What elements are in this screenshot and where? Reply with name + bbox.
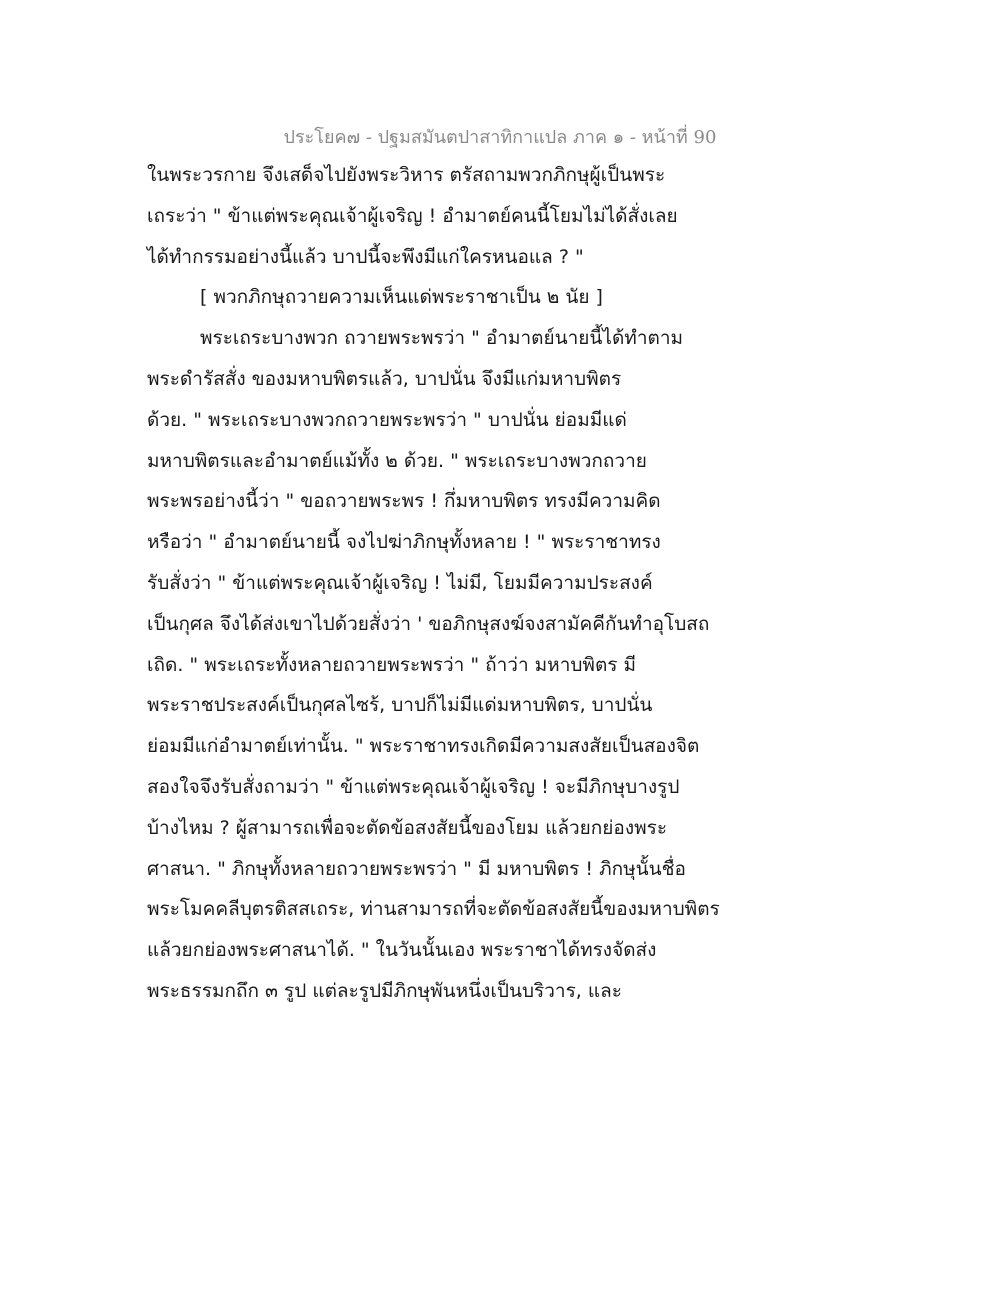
running-header: ประโยค๗ - ปฐมสมันตปาสาทิกาแปล ภาค ๑ - หน้าที่ 90 (283, 127, 717, 148)
text-line: แล้วยกย่องพระศาสนาได้. " ในวันนั้นเอง พระราชาได้ทรงจัดส่ง (147, 939, 657, 962)
paragraph-first-line: พระเถระบางพวก ถวายพระพรว่า " อำมาตย์นายนี้ได้ทำตาม (200, 327, 684, 350)
text-line: สองใจจึงรับสั่งถามว่า " ข้าแต่พระคุณเจ้าผู้เจริญ ! จะมีภิกษุบางรูป (147, 775, 680, 798)
text-line: ได้ทำกรรมอย่างนี้แล้ว บาปนี้จะพึงมีแก่ใครหนอแล ? " (147, 245, 584, 268)
text-line: บ้างไหม ? ผู้สามารถเพื่อจะตัดข้อสงสัยนี้ของโยม แล้วยกย่องพระ (147, 816, 668, 839)
text-line: ด้วย. " พระเถระบางพวกถวายพระพรว่า " บาปนั่น ย่อมมีแด่ (147, 408, 627, 431)
text-line: พระธรรมกถึก ๓ รูป แต่ละรูปมีภิกษุพันหนึ่งเป็นบริวาร, และ (147, 979, 622, 1002)
text-line: มหาบพิตรและอำมาตย์แม้ทั้ง ๒ ด้วย. " พระเถระบางพวกถวาย (147, 449, 647, 472)
text-line: พระพรอย่างนี้ว่า " ขอถวายพระพร ! กึ่มหาบพิตร ทรงมีความคิด (147, 490, 661, 513)
section-heading: [ พวกภิกษุถวายความเห็นแด่พระราชาเป็น ๒ นัย ] (200, 286, 603, 309)
text-line: รับสั่งว่า " ข้าแต่พระคุณเจ้าผู้เจริญ ! ไม่มี, โยมมีความประสงค์ (147, 571, 653, 594)
text-line: เถิด. " พระเถระทั้งหลายถวายพระพรว่า " ถ้าว่า มหาบพิตร มี (147, 653, 637, 676)
text-line: หรือว่า " อำมาตย์นายนี้ จงไปฆ่าภิกษุทั้งหลาย ! " พระราชาทรง (147, 531, 661, 554)
text-line: เถระว่า " ข้าแต่พระคุณเจ้าผู้เจริญ ! อำมาตย์คนนี้โยมไม่ได้สั่งเลย (147, 204, 678, 227)
text-line: พระราชประสงค์เป็นกุศลไซร้, บาปก็ไม่มีแด่มหาบพิตร, บาปนั่น (147, 694, 653, 717)
text-line: พระโมคคลีบุตรติสสเถระ, ท่านสามารถที่จะตัดข้อสงสัยนี้ของมหาบพิตร (147, 898, 720, 921)
text-line: ศาสนา. " ภิกษุทั้งหลายถวายพระพรว่า " มี มหาบพิตร ! ภิกษุนั้นชื่อ (147, 857, 686, 880)
text-line: พระดำรัสสั่ง ของมหาบพิตรแล้ว, บาปนั่น จึงมีแก่มหาบพิตร (147, 367, 622, 390)
body-text (147, 155, 747, 1012)
text-line: ย่อมมีแก่อำมาตย์เท่านั้น. " พระราชาทรงเกิดมีความสงสัยเป็นสองจิต (147, 735, 700, 758)
text-line: เป็นกุศล จึงได้ส่งเขาไปด้วยสั่งว่า ' ขอภิกษุสงฆ์จงสามัคคีกันทำอุโบสถ (147, 612, 710, 635)
text-line: ในพระวรกาย จึงเสด็จไปยังพระวิหาร ตรัสถามพวกภิกษุผู้เป็นพระ (147, 164, 666, 186)
